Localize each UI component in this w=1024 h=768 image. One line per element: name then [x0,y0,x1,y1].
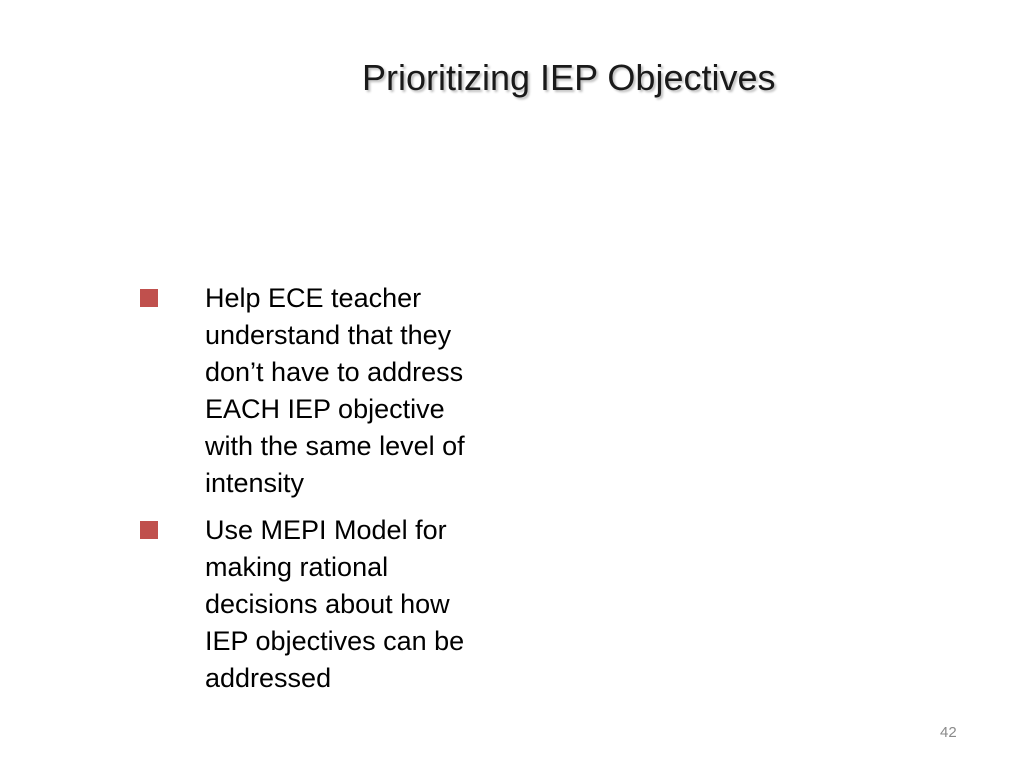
square-bullet-icon [140,521,158,539]
bullet-text: Use MEPI Model for making rational decisions about how IEP objectives can be addressed [205,515,465,693]
list-item [140,280,540,502]
bullet-list [140,280,540,707]
page-number: 42 [940,724,957,741]
list-item [140,512,540,697]
bullet-text: Help ECE teacher understand that they don’t have to address EACH IEP objective with the same level of intensity [205,283,465,498]
slide-title: Prioritizing IEP Objectives [362,57,776,98]
square-bullet-icon [140,289,158,307]
